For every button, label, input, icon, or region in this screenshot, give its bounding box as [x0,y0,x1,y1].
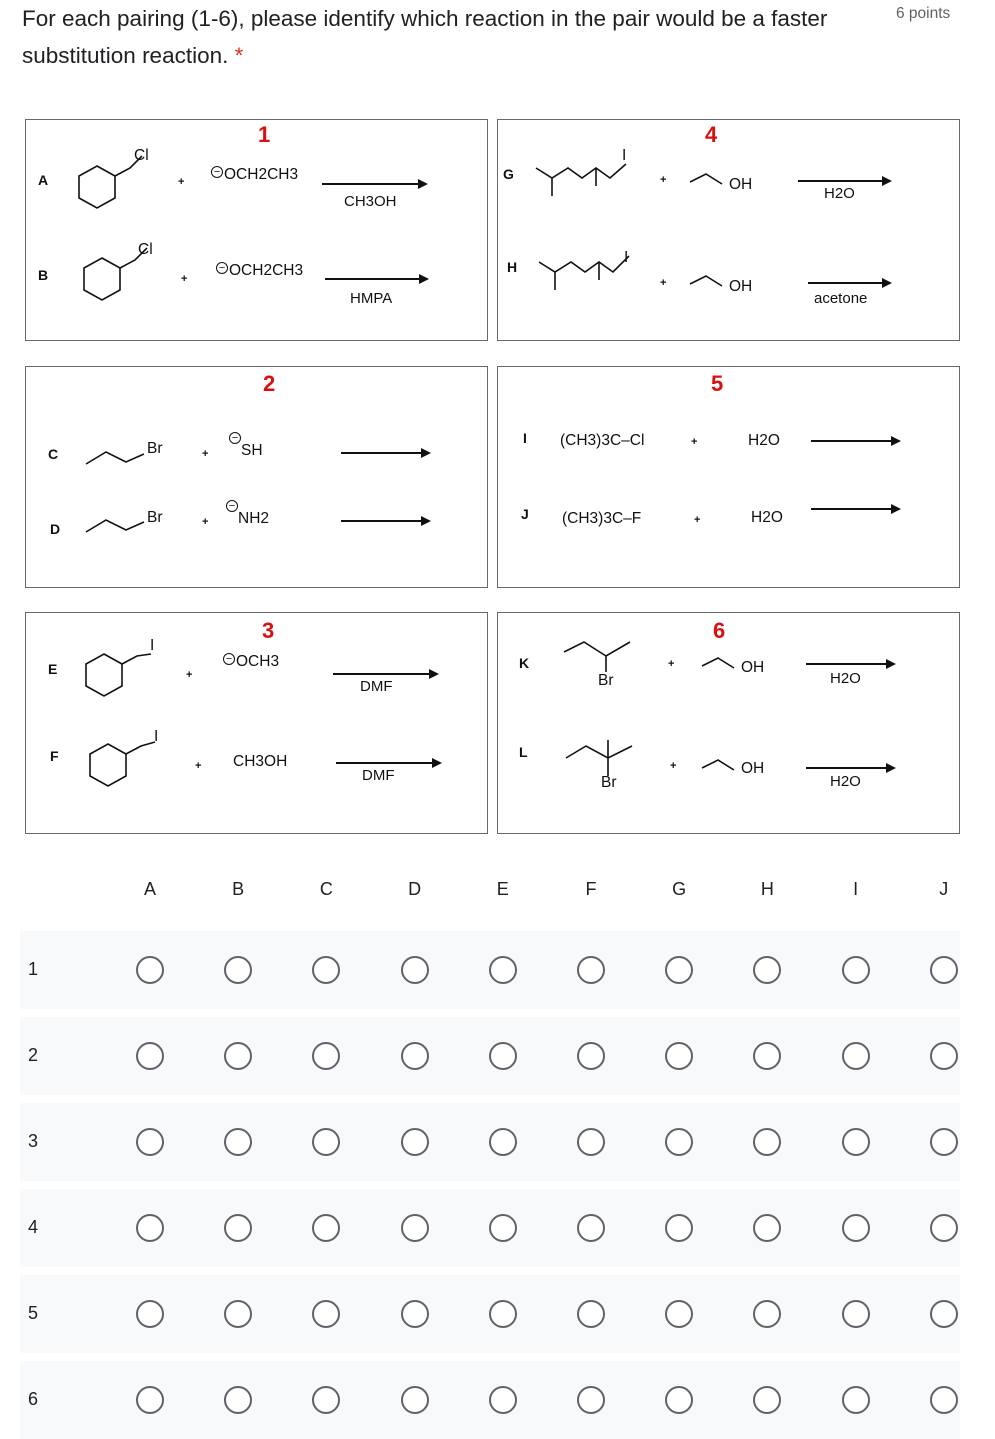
halogen-A: Cl [134,147,149,164]
plus-F: + [195,760,202,772]
label-B: B [38,267,49,283]
panel-number-6: 6 [713,618,726,643]
ethanol-K [700,652,745,677]
plus-G: + [660,174,667,186]
radio-3-E[interactable] [489,1128,517,1156]
label-L: L [519,744,528,760]
halogen-F: I [154,728,159,745]
label-J: J [521,506,529,522]
panel-number-2: 2 [263,371,276,396]
radio-2-B[interactable] [224,1042,252,1070]
halogen-H: I [624,249,629,266]
radio-5-F[interactable] [577,1300,605,1328]
halogen-E: I [150,637,155,654]
radio-3-J[interactable] [930,1128,958,1156]
radio-6-G[interactable] [665,1386,693,1414]
row-header-3: 3 [28,1131,39,1151]
nucleophile-C: − SH [229,432,251,468]
arrow-H [808,282,890,284]
radio-1-A[interactable] [136,956,164,984]
substrate-I: (CH3)3C–Cl [560,432,645,449]
nucleophile-G: OH [729,176,753,193]
column-header-F: F [585,879,597,899]
plus-H: + [660,277,667,289]
row-header-4: 4 [28,1217,39,1237]
column-header-G: G [672,879,687,899]
plus-I: + [691,436,698,448]
solvent-F: DMF [362,767,395,784]
panel-number-3: 3 [262,618,275,643]
ethanol-L [700,754,745,779]
points-label: 6 points [896,5,951,22]
column-header-H: H [760,879,774,899]
radio-6-J[interactable] [930,1386,958,1414]
arrow-B [325,278,427,280]
label-A: A [38,172,49,188]
halogen-L: Br [601,774,617,791]
arrow-C [341,452,429,454]
arrow-I [811,440,899,442]
radio-1-J[interactable] [930,956,958,984]
radio-6-D[interactable] [401,1386,429,1414]
radio-4-D[interactable] [401,1214,429,1242]
arrow-F [336,762,440,764]
nucleophile-D-text: NH2 [238,510,270,527]
plus-C: + [202,448,209,460]
radio-2-I[interactable] [842,1042,870,1070]
radio-2-A[interactable] [136,1042,164,1070]
radio-3-F[interactable] [577,1128,605,1156]
nucleophile-E-text: OCH3 [236,653,280,670]
arrow-K [806,663,894,665]
solvent-G: H2O [824,185,855,202]
solvent-H: acetone [814,290,868,307]
arrow-A [322,183,426,185]
plus-L: + [670,760,677,772]
panel-2 [25,366,488,588]
nucleophile-D: − NH2 [226,500,257,536]
label-D: D [50,521,61,537]
radio-2-F[interactable] [577,1042,605,1070]
column-header-J: J [939,879,949,899]
reagent-I: H2O [748,432,780,449]
radio-5-I[interactable] [842,1300,870,1328]
row-header-1: 1 [28,959,39,979]
radio-1-I[interactable] [842,956,870,984]
radio-3-B[interactable] [224,1128,252,1156]
solvent-K: H2O [830,670,861,687]
radio-4-B[interactable] [224,1214,252,1242]
label-C: C [48,446,59,462]
label-G: G [503,166,514,182]
radio-5-A[interactable] [136,1300,164,1328]
radio-3-A[interactable] [136,1128,164,1156]
label-E: E [48,661,58,677]
ethanol-H [688,270,733,295]
arrow-G [798,180,890,182]
substrate-J: (CH3)3C–F [562,510,642,527]
radio-6-F[interactable] [577,1386,605,1414]
nucleophile-E: − OCH3 [223,653,279,671]
row-header-6: 6 [28,1389,39,1409]
radio-6-A[interactable] [136,1386,164,1414]
label-K: K [519,655,530,671]
solvent-E: DMF [360,678,393,695]
arrow-L [806,767,894,769]
arrow-E [333,673,437,675]
halogen-K: Br [598,672,614,689]
radio-4-A[interactable] [136,1214,164,1242]
radio-3-G[interactable] [665,1128,693,1156]
panel-number-4: 4 [705,122,718,147]
radio-1-E[interactable] [489,956,517,984]
reagent-J: H2O [751,509,783,526]
column-header-I: I [853,879,859,899]
solvent-B: HMPA [350,290,393,307]
radio-1-G[interactable] [665,956,693,984]
radio-4-G[interactable] [665,1214,693,1242]
question-text: For each pairing (1-6), please identify which reaction in the pair would be a faster substitution reaction. [22,6,828,68]
radio-3-D[interactable] [401,1128,429,1156]
nucleophile-F: CH3OH [233,753,288,770]
plus-A: + [178,176,185,188]
required-asterisk: * [234,43,244,68]
radio-1-B[interactable] [224,956,252,984]
radio-5-D[interactable] [401,1300,429,1328]
radio-2-D[interactable] [401,1042,429,1070]
radio-6-I[interactable] [842,1386,870,1414]
choice-grid [0,860,995,1430]
column-header-B: B [232,879,245,899]
halogen-B: Cl [138,241,153,258]
nucleophile-H: OH [729,278,753,295]
panel-5 [497,366,960,588]
ethanol-G [688,168,733,193]
halogen-D: Br [147,509,163,526]
radio-5-B[interactable] [224,1300,252,1328]
radio-1-F[interactable] [577,956,605,984]
label-F: F [50,748,59,764]
nucleophile-A: − OCH2CH3 [211,166,298,184]
column-header-D: D [408,879,422,899]
nucleophile-B-text: OCH2CH3 [229,262,304,279]
arrow-D [341,520,429,522]
row-header-2: 2 [28,1045,39,1065]
halogen-G: I [622,147,627,164]
nucleophile-B: − OCH2CH3 [216,262,303,280]
radio-4-J[interactable] [930,1214,958,1242]
label-H: H [507,259,518,275]
column-header-C: C [319,879,333,899]
radio-4-F[interactable] [577,1214,605,1242]
column-header-E: E [496,879,509,899]
nucleophile-L: OH [741,760,765,777]
nucleophile-K: OH [741,659,765,676]
propyl-bromide-C [84,442,154,472]
column-header-A: A [143,879,156,899]
radio-4-E[interactable] [489,1214,517,1242]
panel-number-1: 1 [258,122,271,147]
plus-B: + [181,273,188,285]
radio-6-E[interactable] [489,1386,517,1414]
nucleophile-A-text: OCH2CH3 [224,166,299,183]
solvent-L: H2O [830,773,861,790]
propyl-bromide-D [84,510,154,540]
label-I: I [523,430,527,446]
radio-2-J[interactable] [930,1042,958,1070]
radio-5-G[interactable] [665,1300,693,1328]
plus-J: + [694,514,701,526]
radio-3-I[interactable] [842,1128,870,1156]
radio-2-E[interactable] [489,1042,517,1070]
halogen-C: Br [147,440,163,457]
radio-4-I[interactable] [842,1214,870,1242]
radio-2-G[interactable] [665,1042,693,1070]
radio-1-D[interactable] [401,956,429,984]
plus-E: + [186,669,193,681]
row-header-5: 5 [28,1303,39,1323]
nucleophile-C-text: SH [241,442,263,459]
panel-number-5: 5 [711,371,724,396]
plus-D: + [202,516,209,528]
arrow-J [811,508,899,510]
solvent-A: CH3OH [344,193,397,210]
radio-5-E[interactable] [489,1300,517,1328]
plus-K: + [668,658,675,670]
radio-5-J[interactable] [930,1300,958,1328]
radio-6-B[interactable] [224,1386,252,1414]
